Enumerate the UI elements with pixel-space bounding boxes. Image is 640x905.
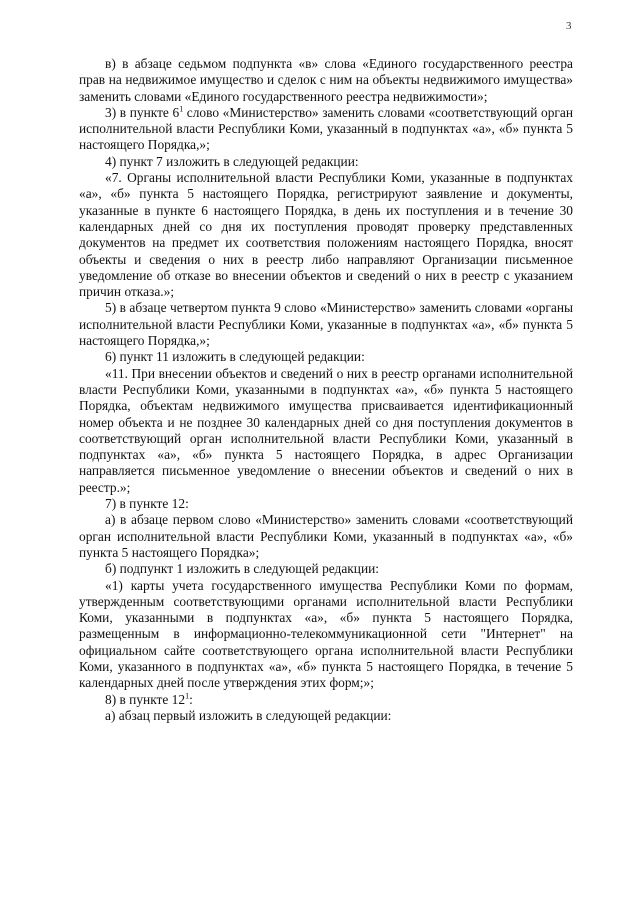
document-body xyxy=(79,56,573,724)
paragraph-item-8-end: : xyxy=(189,691,193,707)
paragraph-item-7: 7) в пункте 12: xyxy=(105,496,189,512)
paragraph-item-3 xyxy=(79,105,573,154)
paragraph-item-4: 4) пункт 7 изложить в следующей редакции: xyxy=(105,153,359,169)
paragraph-item-8-start: 8) в пункте 12 xyxy=(105,691,186,707)
superscript: 1 xyxy=(179,104,184,114)
paragraph-clause-11: «11. При внесении объектов и сведений о них в реестр органами исполнительной власти Республики Коми, указанными в подпунктах «а», «б» пункта 5 настоящего Порядка, объектам недвижимого имущества присваивается идентификационный номер объекта и не позднее 30 календарных дней со дня поступления документов в соответствующий орган исполнительной власти Республики Коми, указанный в подпунктах «а», «б» пункта 5 настоящего Порядка, в адрес Организации направляется письменное уведомление о внесении объектов и сведений о них в реестр.»; xyxy=(79,365,573,495)
paragraph-item-5: 5) в абзаце четвертом пункта 9 слово «Министерство» заменить словами «органы исполнительной власти Республики Коми, указанные в подпунктах «а», «б» пункта 5 настоящего Порядка,»; xyxy=(79,300,573,349)
paragraph-subitem-a-last: а) абзац первый изложить в следующей редакции: xyxy=(105,707,392,723)
superscript: 1 xyxy=(185,691,190,701)
paragraph-item-v: в) в абзаце седьмом подпункта «в» слова «Единого государственного реестра прав на недвижимое имущество и сделок с ним на объекты недвижимого имущества» заменить словами «Единого государственного реестра недвижимости»; xyxy=(79,56,573,104)
paragraph-clause-7: «7. Органы исполнительной власти Республики Коми, указанные в подпунктах «а», «б» пункта 5 настоящего Порядка, регистрируют заявление и документы, указанные в пункте 6 настоящего Порядка, в день их поступления и в течение 30 календарных дней со дня их поступления проводят проверку представленных документов на предмет их соответствия положениям настоящего Порядка, вносят объекты и сведения о них в реестр либо направляют Организации письменное уведомление об отказе во внесении объектов и сведений о них в реестр с указанием причин отказа.»; xyxy=(79,170,573,300)
paragraph-item-3-start: 3) в пункте 6 xyxy=(105,104,180,120)
paragraph-item-8 xyxy=(79,692,573,708)
paragraph-item-6: 6) пункт 11 изложить в следующей редакции: xyxy=(105,349,365,365)
paragraph-subitem-b: б) подпункт 1 изложить в следующей редакции: xyxy=(105,561,380,577)
paragraph-item-3-end: слово «Министерство» заменить словами «соответствующий орган исполнительной власти Республики Коми, указанный в подпунктах «а», «б» пункта 5 настоящего Порядка,»; xyxy=(79,104,573,153)
paragraph-clause-1: «1) карты учета государственного имущества Республики Коми по формам, утвержденным соответствующими органами исполнительной власти Республики Коми, указанными в подпунктах «а», «б» пункта 5 настоящего Порядка, размещенным в информационно-телекоммуникационной сети "Интернет" на официальном сайте соответствующего органа исполнительной власти Республики Коми, указанного в подпунктах «а», «б» пункта 5 настоящего Порядка, в течение 5 календарных дней после утверждения этих форм;»; xyxy=(79,577,573,691)
paragraph-subitem-a: а) в абзаце первом слово «Министерство» заменить словами «соответствующий орган исполнительной власти Республики Коми, указанный в подпунктах «а», «б» пункта 5 настоящего Порядка»; xyxy=(79,512,573,560)
page-number: 3 xyxy=(566,20,572,32)
